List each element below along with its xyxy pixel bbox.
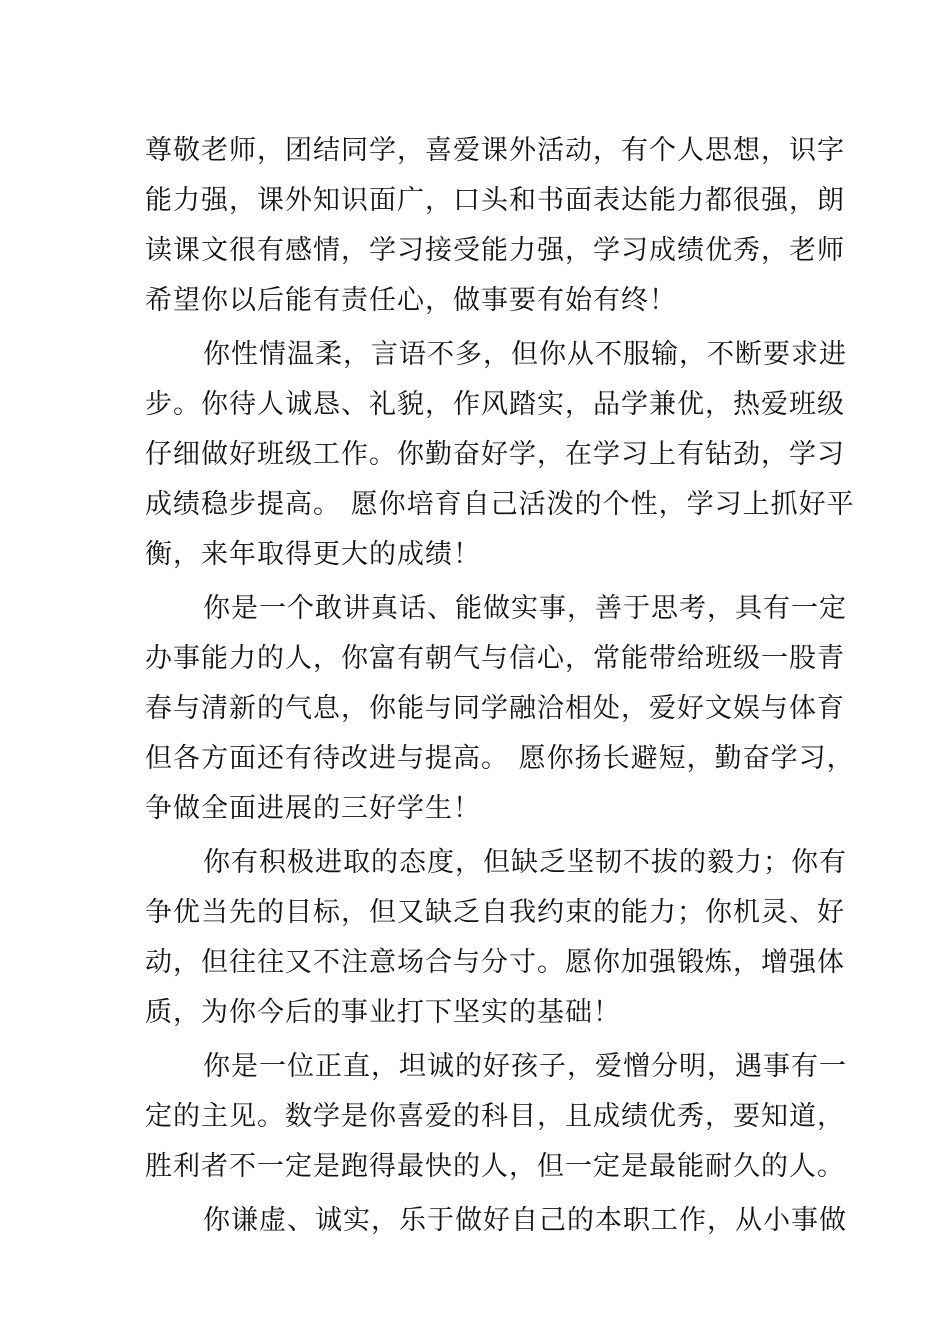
paragraph-start-line: 你是一位正直，坦诚的好孩子，爱憎分明，遇事有一 xyxy=(203,1051,847,1082)
text-line: 争优当先的目标，但又缺乏自我约束的能力；你机灵、好 xyxy=(145,897,845,928)
text-line: 衡，来年取得更大的成绩！ xyxy=(145,539,481,570)
text-line: 仔细做好班级工作。你勤奋好学，在学习上有钻劲，学习 xyxy=(145,439,845,470)
text-line: 春与清新的气息，你能与同学融洽相处，爱好文娱与体育 xyxy=(145,693,845,724)
document-body xyxy=(145,126,855,1246)
text-line: 定的主见。数学是你喜爱的科目，且成绩优秀，要知道， xyxy=(145,1101,845,1132)
text-line: 希望你以后能有责任心，做事要有始有终！ xyxy=(145,285,677,316)
text-line: 读课文很有感情，学习接受能力强，学习成绩优秀，老师 xyxy=(145,235,845,266)
paragraph-start-line: 你是一个敢讲真话、能做实事，善于思考，具有一定 xyxy=(203,593,847,624)
text-line: 动，但往往又不注意场合与分寸。愿你加强锻炼，增强体 xyxy=(145,947,845,978)
text-line: 胜利者不一定是跑得最快的人，但一定是最能耐久的人。 xyxy=(145,1151,845,1182)
text-line: 步。你待人诚恳、礼貌，作风踏实，品学兼优，热爱班级 xyxy=(145,389,845,420)
text-line: 争做全面进展的三好学生！ xyxy=(145,793,481,824)
text-line: 但各方面还有待改进与提高。 愿你扬长避短，勤奋学习， xyxy=(145,743,855,774)
paragraph-start-line: 你谦虚、诚实，乐于做好自己的本职工作，从小事做 xyxy=(203,1205,847,1236)
text-line: 尊敬老师，团结同学，喜爱课外活动，有个人思想，识字 xyxy=(145,135,845,166)
paragraph-start-line: 你有积极进取的态度，但缺乏坚韧不拔的毅力；你有 xyxy=(203,847,847,878)
text-line: 成绩稳步提高。 愿你培育自己活泼的个性，学习上抓好平 xyxy=(145,489,855,520)
text-line: 能力强，课外知识面广，口头和书面表达能力都很强，朗 xyxy=(145,185,845,216)
text-line: 质，为你今后的事业打下坚实的基础！ xyxy=(145,997,621,1028)
text-line: 办事能力的人，你富有朝气与信心，常能带给班级一股青 xyxy=(145,643,845,674)
paragraph-start-line: 你性情温柔，言语不多，但你从不服输，不断要求进 xyxy=(203,339,847,370)
